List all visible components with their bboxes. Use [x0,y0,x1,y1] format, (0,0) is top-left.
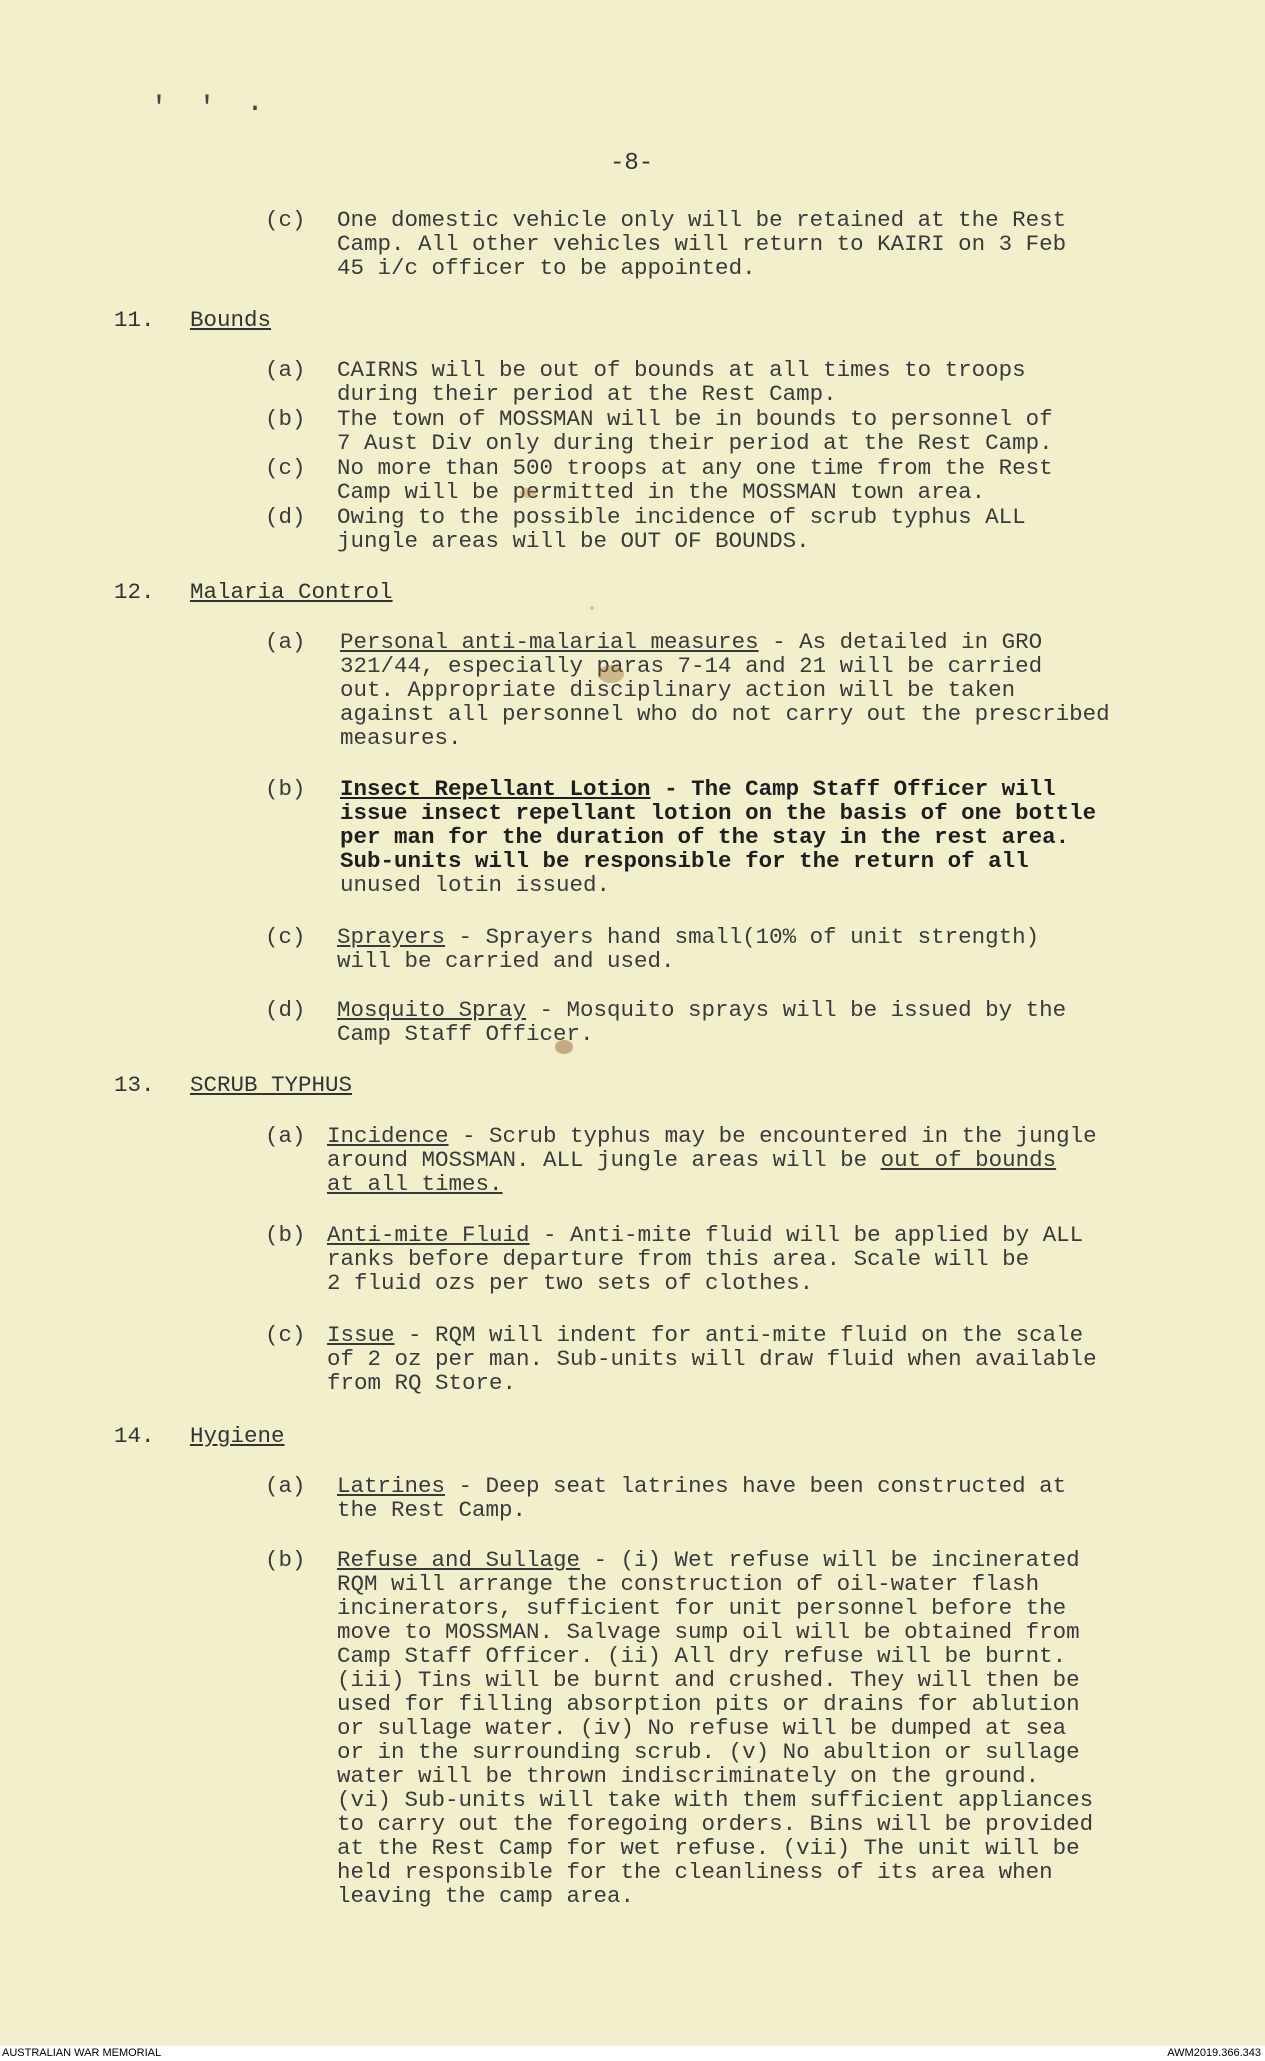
text-line: of 2 oz per man. Sub-units will draw fluid when available [327,1346,1097,1372]
text-line: 2 fluid ozs per two sets of clothes. [327,1270,814,1296]
text-line: 45 i/c officer to be appointed. [337,255,756,281]
text-line: move to MOSSMAN. Salvage sump oil will be obtained from [337,1619,1080,1645]
text-line: Personal anti-malarial measures - As detailed in GRO [340,629,1043,655]
text-line: held responsible for the cleanliness of its area when [337,1859,1053,1885]
text-line: Incidence - Scrub typhus may be encountered in the jungle [327,1123,1097,1149]
section-number: 14. [114,1423,155,1449]
text-line: ranks before departure from this area. Scale will be [327,1246,1030,1272]
item-label: (c) [265,207,306,233]
item-label: (b) [265,776,306,802]
item-heading: Anti-mite Fluid [327,1222,530,1248]
text-line: (iii) Tins will be burnt and crushed. They will then be [337,1667,1080,1693]
item-heading: Mosquito Spray [337,997,527,1023]
text-line: 7 Aust Div only during their period at the Rest Camp. [337,430,1053,456]
item-label: (c) [265,924,306,950]
text-line: used for filling absorption pits or drains for ablution [337,1691,1080,1717]
text-line: Anti-mite Fluid - Anti-mite fluid will be applied by ALL [327,1222,1084,1248]
text-line: No more than 500 troops at any one time from the Rest [337,455,1053,481]
item-heading: Latrines [337,1473,446,1499]
text-line: from RQ Store. [327,1370,517,1396]
item-label: (a) [265,629,306,655]
section-title: Bounds [190,307,272,333]
item-heading: Personal anti-malarial measures [340,629,759,655]
item-heading: Sprayers [337,924,446,950]
text-line: will be carried and used. [337,948,675,974]
stain-mark [555,1040,573,1054]
page-number: -8- [610,150,654,177]
text-line: issue insect repellant lotion on the basis of one bottle [340,800,1097,826]
stain-mark [590,606,594,610]
text-line: measures. [340,725,462,751]
text-line: incinerators, sufficient for unit personnel before the [337,1595,1067,1621]
item-heading: Insect Repellant Lotion [340,776,651,802]
item-label: (d) [265,504,306,530]
item-label: (a) [265,1473,306,1499]
footer-left: AUSTRALIAN WAR MEMORIAL [2,2047,162,2059]
section-title: SCRUB TYPHUS [190,1072,353,1098]
section-title: Hygiene [190,1423,285,1449]
item-heading: Incidence [327,1123,449,1149]
page-mark: ' ' · [150,92,271,126]
text-line: per man for the duration of the stay in the rest area. [340,824,1070,850]
text-line: at the Rest Camp for wet refuse. (vii) The unit will be [337,1835,1080,1861]
text-line: (vi) Sub-units will take with them sufficient appliances [337,1787,1094,1813]
text-line: The town of MOSSMAN will be in bounds to personnel of [337,406,1053,432]
text-line: Camp will be permitted in the MOSSMAN town area. [337,479,986,505]
text-line: against all personnel who do not carry out the prescribed [340,701,1110,727]
text-line: to carry out the foregoing orders. Bins will be provided [337,1811,1094,1837]
text-line: or sullage water. (iv) No refuse will be dumped at sea [337,1715,1067,1741]
section-title: Malaria Control [190,579,393,605]
item-heading: Issue [327,1322,395,1348]
text-line: out. Appropriate disciplinary action will be taken [340,677,1016,703]
text-line: unused lotin issued. [340,872,611,898]
stain-mark [520,488,536,498]
text-line: Insect Repellant Lotion - The Camp Staff Officer will [340,776,1056,802]
text-line: leaving the camp area. [337,1883,635,1909]
text-line: Owing to the possible incidence of scrub typhus ALL [337,504,1026,530]
section-number: 13. [114,1072,155,1098]
item-label: (a) [265,1123,306,1149]
item-label: (a) [265,357,306,383]
text-line: at all times. [327,1171,503,1197]
text-line: Sub-units will be responsible for the return of all [340,848,1029,874]
text-line: RQM will arrange the construction of oil-water flash [337,1571,1040,1597]
section-number: 11. [114,307,155,333]
text-line: Issue - RQM will indent for anti-mite fluid on the scale [327,1322,1084,1348]
footer-right: AWM2019.366.343 [1167,2047,1261,2059]
text-line: Camp Staff Officer. [337,1021,594,1047]
text-line: Refuse and Sullage - (i) Wet refuse will be incinerated [337,1547,1080,1573]
item-label: (b) [265,1547,306,1573]
item-label: (c) [265,1322,306,1348]
stain-mark [598,665,624,683]
text-line: during their period at the Rest Camp. [337,381,837,407]
text-line: jungle areas will be OUT OF BOUNDS. [337,528,810,554]
item-label: (d) [265,997,306,1023]
text-line: Camp. All other vehicles will return to KAIRI on 3 Feb [337,231,1067,257]
text-line: Mosquito Spray - Mosquito sprays will be issued by the [337,997,1067,1023]
text-line: the Rest Camp. [337,1497,527,1523]
section-number: 12. [114,579,155,605]
item-label: (b) [265,1222,306,1248]
text-line: Latrines - Deep seat latrines have been constructed at [337,1473,1067,1499]
text-line: water will be thrown indiscriminately on the ground. [337,1763,1040,1789]
text-line: Camp Staff Officer. (ii) All dry refuse will be burnt. [337,1643,1067,1669]
item-heading: Refuse and Sullage [337,1547,581,1573]
text-line: or in the surrounding scrub. (v) No abultion or sullage [337,1739,1080,1765]
text-line: One domestic vehicle only will be retained at the Rest [337,207,1067,233]
text-line: 321/44, especially paras 7-14 and 21 will be carried [340,653,1043,679]
text-line: around MOSSMAN. ALL jungle areas will be out of bounds [327,1147,1057,1173]
item-label: (c) [265,455,306,481]
text-line: CAIRNS will be out of bounds at all times to troops [337,357,1026,383]
text-line: Sprayers - Sprayers hand small(10% of unit strength) [337,924,1040,950]
item-label: (b) [265,406,306,432]
